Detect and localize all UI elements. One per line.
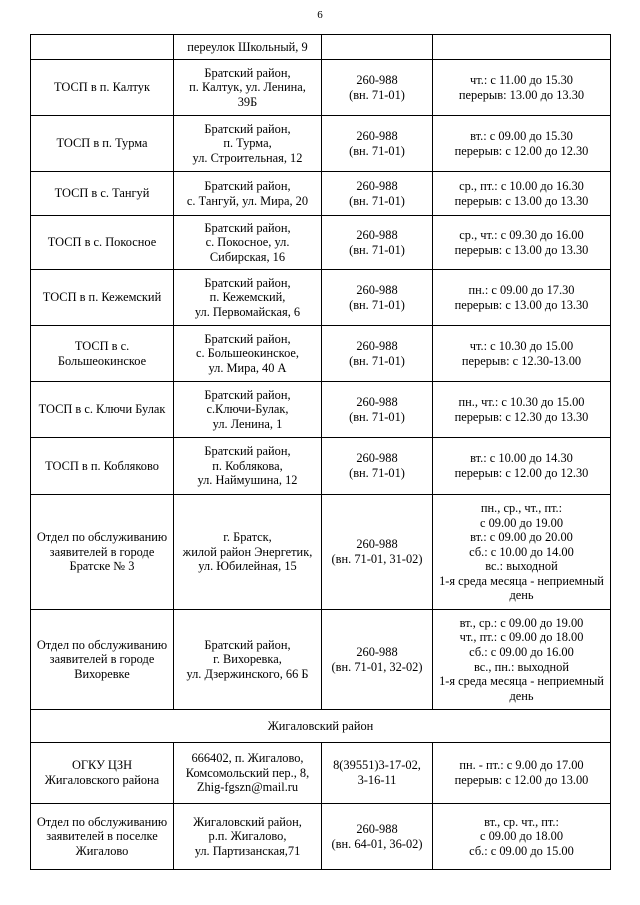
- office-address-cell: [174, 270, 322, 326]
- phone-line: 260-988: [356, 644, 398, 659]
- hours-line: чт., пт.: с 09.00 до 18.00: [459, 630, 584, 645]
- hours-line: пн.: с 09.00 до 17.30: [468, 282, 575, 297]
- name-line: ОГКУ ЦЗН: [71, 758, 133, 773]
- office-hours-cell: [433, 60, 611, 116]
- hours-line: вт., ср.: с 09.00 до 19.00: [459, 615, 584, 630]
- address-line: с.Ключи-Булак,: [206, 402, 289, 417]
- name-line: ТОСП в с. Ключи Булак: [38, 402, 166, 417]
- address-line: Жигаловский район,: [193, 814, 302, 829]
- office-address-cell: [174, 35, 322, 60]
- address-line: Братский район,: [204, 637, 291, 652]
- address-line: Братский район,: [204, 65, 291, 80]
- address-line: р.п. Жигалово,: [208, 829, 287, 844]
- office-address-cell: [174, 116, 322, 172]
- phone-line: (вн. 71-01): [349, 466, 405, 480]
- office-hours-cell: [433, 35, 611, 60]
- name-line: заявителей в городе: [49, 652, 155, 667]
- name-line: заявителей в поселке: [46, 829, 158, 844]
- table-row-continued: [31, 35, 611, 60]
- address-line: с. Большеокинское,: [195, 346, 300, 361]
- region-header-row: [31, 710, 611, 743]
- offices-table-body-zhigalovo: [31, 743, 611, 870]
- hours-line: ср., пт.: с 10.00 до 16.30: [459, 178, 584, 193]
- address-line: переулок Школьный, 9: [187, 39, 308, 54]
- office-name-cell: [31, 216, 174, 270]
- phone-line: 260-988: [356, 72, 398, 87]
- address-line: Zhig-fgszn@mail.ru: [196, 780, 299, 795]
- name-line: ТОСП в п. Кежемский: [42, 290, 162, 305]
- table-row: [31, 216, 611, 270]
- office-name-cell: [31, 270, 174, 326]
- name-line: Вихоревке: [74, 666, 130, 681]
- name-line: ТОСП в с.: [74, 338, 130, 353]
- table-row: [31, 270, 611, 326]
- office-name-cell: [31, 610, 174, 710]
- hours-line: сб.: с 09.00 до 15.00: [469, 843, 574, 858]
- office-phone-cell: [322, 326, 433, 382]
- office-address-cell: [174, 804, 322, 870]
- table-row: [31, 382, 611, 438]
- name-line: Большеокинское: [57, 353, 147, 368]
- address-line: Братский район,: [204, 387, 291, 402]
- office-hours-cell: [433, 270, 611, 326]
- phone-line: 260-988: [356, 282, 398, 297]
- hours-line: вт.: с 09.00 до 20.00: [470, 530, 573, 545]
- hours-line: день: [509, 688, 534, 703]
- office-address-cell: [174, 610, 322, 710]
- address-line: п. Кежемский,: [209, 290, 286, 305]
- hours-line: чт.: с 10.30 до 15.00: [469, 338, 574, 353]
- office-hours-cell: [433, 743, 611, 804]
- hours-line: пн., чт.: с 10.30 до 15.00: [458, 394, 585, 409]
- address-line: Братский район,: [204, 220, 291, 235]
- office-phone-cell: [322, 60, 433, 116]
- hours-line: чт.: с 11.00 до 15.30: [470, 72, 573, 87]
- office-address-cell: [174, 172, 322, 216]
- hours-line: 1-я среда месяца - неприемный: [439, 573, 604, 588]
- office-name-cell: [31, 116, 174, 172]
- office-phone-cell: [322, 270, 433, 326]
- phone-line: (вн. 71-01): [349, 87, 405, 102]
- hours-line: пн. - пт.: с 9.00 до 17.00: [459, 758, 584, 773]
- name-line: Отдел по обслуживанию: [36, 637, 168, 652]
- office-phone-cell: [322, 743, 433, 804]
- office-address-cell: [174, 438, 322, 495]
- hours-line: с 09.00 до 18.00: [479, 829, 564, 844]
- phone-line: (вн. 71-01): [349, 353, 405, 368]
- address-line: п. Калтук, ул. Ленина,: [189, 80, 306, 95]
- address-line: Братский район,: [204, 444, 291, 459]
- table-row: [31, 438, 611, 495]
- page-number: 6: [317, 9, 323, 21]
- hours-line: ср., чт.: с 09.30 до 16.00: [459, 227, 584, 242]
- name-line: ТОСП в с. Тангуй: [54, 186, 150, 201]
- hours-line: перерыв: с 12.00 до 13.00: [454, 773, 589, 787]
- address-line: с. Покосное, ул.: [205, 235, 290, 250]
- phone-line: 260-988: [356, 821, 398, 836]
- table-row: [31, 610, 611, 710]
- hours-line: перерыв: с 12.00 до 12.30: [454, 143, 589, 158]
- address-line: ул. Мира, 40 А: [208, 360, 287, 375]
- office-name-cell: [31, 382, 174, 438]
- name-line: Отдел по обслуживанию: [36, 814, 168, 829]
- table-row: [31, 804, 611, 870]
- hours-line: пн., ср., чт., пт.:: [480, 500, 563, 515]
- phone-line: 260-988: [356, 128, 398, 143]
- hours-line: вс., пн.: выходной: [474, 659, 569, 674]
- offices-table: [30, 34, 611, 870]
- name-line: ТОСП в п. Кобляково: [45, 458, 159, 473]
- hours-line: перерыв: с 13.00 до 13.30: [454, 297, 589, 312]
- region-section: [31, 710, 611, 743]
- office-name-cell: [31, 60, 174, 116]
- table-row: [31, 116, 611, 172]
- address-line: жилой район Энергетик,: [182, 544, 313, 559]
- table-row: [31, 326, 611, 382]
- office-address-cell: [174, 60, 322, 116]
- office-hours-cell: [433, 495, 611, 610]
- office-hours-cell: [433, 326, 611, 382]
- office-phone-cell: [322, 610, 433, 710]
- table-row: [31, 172, 611, 216]
- name-line: ТОСП в п. Калтук: [54, 80, 150, 95]
- hours-line: вт.: с 09.00 до 15.30: [470, 128, 573, 143]
- office-address-cell: [174, 382, 322, 438]
- phone-line: 260-988: [356, 178, 398, 193]
- address-line: Комсомольский пер., 8,: [185, 765, 310, 780]
- hours-line: сб.: с 10.00 до 14.00: [469, 544, 574, 559]
- hours-line: перерыв: 13.00 до 13.30: [458, 87, 585, 102]
- phone-line: (вн. 71-01, 32-02): [331, 659, 423, 674]
- hours-line: перерыв: с 12.00 до 12.30: [454, 466, 589, 480]
- office-name-cell: [31, 35, 174, 60]
- office-address-cell: [174, 326, 322, 382]
- office-address-cell: [174, 495, 322, 610]
- table-row: [31, 60, 611, 116]
- office-hours-cell: [433, 116, 611, 172]
- hours-line: 1-я среда месяца - неприемный: [439, 674, 604, 689]
- address-line: п. Турма,: [223, 136, 272, 151]
- office-hours-cell: [433, 438, 611, 495]
- office-phone-cell: [322, 216, 433, 270]
- offices-table-body-bratsk: [31, 35, 611, 710]
- hours-line: с 09.00 до 19.00: [479, 515, 564, 530]
- name-line: Жигалово: [75, 843, 129, 858]
- name-line: ТОСП в п. Турма: [56, 136, 148, 151]
- name-line: заявителей в городе: [49, 544, 155, 559]
- hours-line: перерыв: с 13.00 до 13.30: [454, 193, 589, 208]
- phone-line: 260-988: [356, 537, 398, 552]
- address-line: ул. Партизанская,71: [194, 843, 301, 858]
- office-address-cell: [174, 743, 322, 804]
- office-address-cell: [174, 216, 322, 270]
- address-line: ул. Первомайская, 6: [194, 304, 301, 319]
- address-line: Братский район,: [204, 178, 291, 193]
- address-line: ул. Ленина, 1: [212, 416, 283, 431]
- office-phone-cell: [322, 382, 433, 438]
- office-phone-cell: [322, 438, 433, 495]
- office-phone-cell: [322, 172, 433, 216]
- phone-line: 260-988: [356, 451, 398, 466]
- office-name-cell: [31, 438, 174, 495]
- hours-line: вт.: с 10.00 до 14.30: [470, 451, 573, 466]
- hours-line: перерыв: с 12.30-13.00: [461, 353, 582, 368]
- hours-line: перерыв: с 13.00 до 13.30: [454, 242, 589, 257]
- table-row: [31, 495, 611, 610]
- hours-line: вт., ср. чт., пт.:: [484, 814, 559, 829]
- office-hours-cell: [433, 610, 611, 710]
- phone-line: 260-988: [356, 227, 398, 242]
- address-line: Братский район,: [204, 121, 291, 136]
- office-phone-cell: [322, 495, 433, 610]
- address-line: Братский район,: [204, 275, 291, 290]
- phone-line: (вн. 71-01): [349, 143, 405, 158]
- phone-line: (вн. 64-01, 36-02): [331, 836, 423, 851]
- phone-line: (вн. 71-01): [349, 297, 405, 312]
- office-phone-cell: [322, 116, 433, 172]
- hours-line: день: [509, 588, 534, 603]
- name-line: ТОСП в с. Покосное: [47, 235, 157, 250]
- phone-line: (вн. 71-01, 31-02): [331, 552, 423, 566]
- region-header: Жигаловский район: [31, 710, 611, 743]
- phone-line: 8(39551)3-17-02,: [333, 758, 421, 773]
- name-line: Отдел по обслуживанию: [36, 530, 168, 545]
- phone-line: 3-16-11: [357, 773, 397, 787]
- address-line: Сибирская, 16: [209, 249, 286, 264]
- phone-line: (вн. 71-01): [349, 242, 405, 257]
- office-hours-cell: [433, 216, 611, 270]
- office-name-cell: [31, 172, 174, 216]
- address-line: ул. Строительная, 12: [192, 150, 303, 165]
- name-line: Жигаловского района: [44, 773, 160, 787]
- address-line: с. Тангуй, ул. Мира, 20: [186, 193, 309, 208]
- office-hours-cell: [433, 804, 611, 870]
- office-name-cell: [31, 326, 174, 382]
- address-line: г. Братск,: [223, 530, 272, 545]
- address-line: ул. Дзержинского, 66 Б: [186, 666, 309, 681]
- phone-line: 260-988: [356, 338, 398, 353]
- office-name-cell: [31, 743, 174, 804]
- phone-line: 260-988: [356, 394, 398, 409]
- office-phone-cell: [322, 804, 433, 870]
- address-line: ул. Наймушина, 12: [197, 473, 298, 488]
- address-line: ул. Юбилейная, 15: [198, 559, 297, 574]
- office-name-cell: [31, 495, 174, 610]
- office-phone-cell: [322, 35, 433, 60]
- address-line: г. Вихоревка,: [213, 652, 282, 667]
- address-line: 39Б: [237, 94, 258, 109]
- phone-line: (вн. 71-01): [349, 409, 405, 424]
- hours-line: перерыв: с 12.30 до 13.30: [454, 409, 589, 424]
- table-row: [31, 743, 611, 804]
- office-hours-cell: [433, 382, 611, 438]
- phone-line: (вн. 71-01): [349, 193, 405, 208]
- office-hours-cell: [433, 172, 611, 216]
- hours-line: вс.: выходной: [485, 559, 558, 574]
- office-name-cell: [31, 804, 174, 870]
- address-line: 666402, п. Жигалово,: [191, 751, 304, 766]
- address-line: Братский район,: [204, 331, 291, 346]
- address-line: п. Коблякова,: [212, 458, 283, 473]
- hours-line: сб.: с 09.00 до 16.00: [469, 644, 574, 659]
- name-line: Братске № 3: [69, 559, 135, 574]
